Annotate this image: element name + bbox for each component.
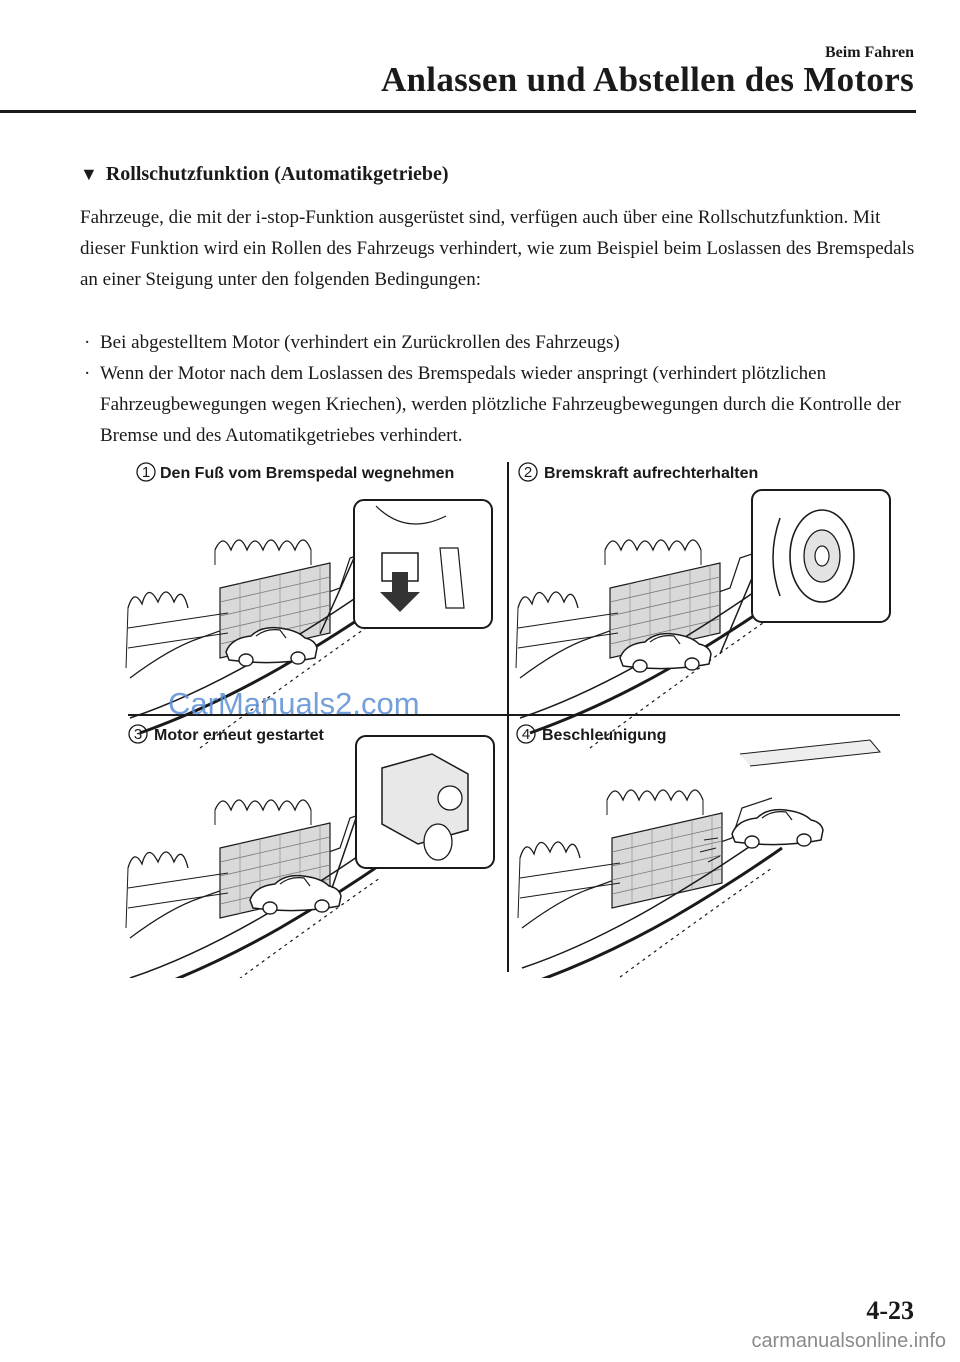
panel-number: 4 xyxy=(521,726,531,743)
triangle-icon: ▼ xyxy=(80,164,98,184)
page-title: Anlassen und Abstellen des Motors xyxy=(380,60,914,99)
panel-number: 2 xyxy=(523,464,533,481)
footer-site-link[interactable]: carmanualsonline.info xyxy=(751,1330,946,1352)
engine-inset xyxy=(332,736,494,888)
header-section-label: Beim Fahren xyxy=(824,44,914,61)
intro-paragraph: Fahrzeuge, die mit der i-stop-Funktion ausgerüstet sind, verfügen auch über eine Rollschutzfunktion. Mit dieser Funktion wird ein Rollen des Fahrzeugs verhindert, wie zum Beispiel beim Loslassen des Bremspedals an einer Steigung unter den folgenden Bedingungen: xyxy=(80,207,915,290)
list-item-text: Wenn der Motor nach dem Loslassen des Bremspedals wieder anspringt (verhindert plötzlichen Fahrzeugbewegungen wegen Kriechen), werden plötzliche Fahrzeugbewegungen durch die Kontrolle der Bremse und des Automatikgetriebes verhindert. xyxy=(100,363,901,446)
page-number: 4-23 xyxy=(866,1296,914,1325)
bullet-dot: · xyxy=(84,332,91,353)
panel-3 xyxy=(126,725,494,978)
panel-caption: Den Fuß vom Bremspedal wegnehmen xyxy=(160,465,455,482)
section-heading xyxy=(80,163,449,186)
list-item-text: Bei abgestelltem Motor (verhindert ein Zurückrollen des Fahrzeugs) xyxy=(100,332,620,353)
condition-list xyxy=(84,327,914,451)
section-heading-text: Rollschutzfunktion (Automatikgetriebe) xyxy=(105,163,449,185)
headlight-beam xyxy=(740,740,880,766)
brake-disc-inset xyxy=(720,490,890,654)
panel-caption: Beschleunigung xyxy=(542,727,667,744)
panel-caption: Motor erneut gestartet xyxy=(154,727,324,744)
panel-2 xyxy=(516,463,890,748)
list-item xyxy=(84,327,914,358)
brake-pedal-inset xyxy=(320,500,492,634)
panel-number: 3 xyxy=(133,726,143,743)
bullet-dot: · xyxy=(84,363,91,384)
list-item xyxy=(84,358,914,451)
panel-number: 1 xyxy=(141,464,151,481)
header-divider xyxy=(0,110,916,113)
panel-4 xyxy=(517,725,880,978)
watermark: CarManuals2.com xyxy=(168,686,420,721)
panel-caption: Bremskraft aufrechterhalten xyxy=(544,465,759,482)
